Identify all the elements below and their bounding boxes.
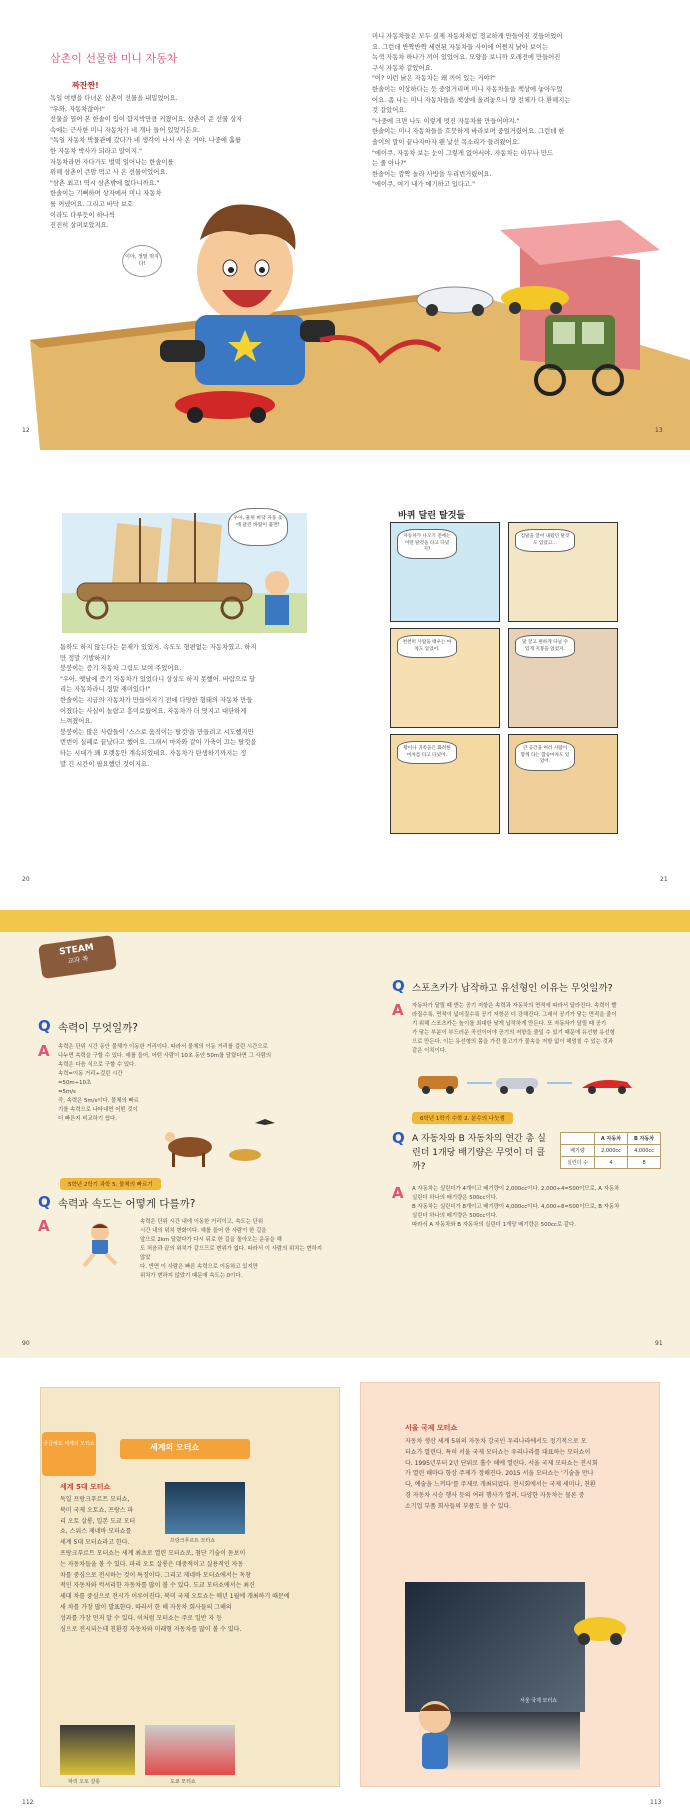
- text-line: 다, 예술을 느끼다'를 주제로 개최되었다. 전시회에서는 국제 세미나, 친환: [405, 1481, 596, 1489]
- answer-line: 다. 반면 이 사람은 빠른 속력으로 이동하고 있지만: [140, 1264, 258, 1270]
- answer-4: [412, 1185, 662, 1230]
- answer-line: 실린더 하나의 배기량은 500cc이다.: [412, 1195, 498, 1201]
- text-line: 틈하도 하지 않는다는 문제가 있었지. 속도도 형편없는 자동차였고. 하지: [60, 644, 257, 651]
- a-badge: A: [392, 1184, 404, 1202]
- text-line: 한솔이는 기뻐하며 상자에서 미니 자동차: [50, 190, 162, 198]
- right-page-text: [372, 32, 662, 191]
- text-line: 만 정말 기발하지?: [60, 654, 110, 662]
- seoul-motorshow-photo: [405, 1582, 585, 1712]
- q-badge: Q: [38, 1017, 51, 1035]
- answer-line: 시간 내의 위치 변화이다. 예를 들어 한 사람이 한 길을: [140, 1228, 267, 1234]
- answer-line: 더 빠른지 비교하기 쉽다.: [58, 1116, 117, 1122]
- sail-car-bubble: 우아, 물위 바닥 자동 돛에 달린 바람이 불면!: [228, 508, 288, 546]
- text-line: "에이쿠, 자동차 보는 눈이 그렇게 없어서야. 자동차는 아무나 만드: [372, 149, 554, 157]
- text-line: "독일 자동차 박물관에 갔다가 네 생각이 나서 사 온 거야. 나중에 훌륭: [50, 137, 242, 145]
- spread-4: [0, 1367, 690, 1816]
- comic-panel: [508, 734, 618, 834]
- text-line: 세계 5대 모터쇼라고 한다.: [60, 1539, 130, 1547]
- text-line: 경 자동차 시승 행사 등의 여러 행사가 열려, 다양한 자동차는 물론 중: [405, 1491, 585, 1499]
- panel-caption: 큰 공간을 여러 사람이 함께 타는 합승마차도 있었어.: [515, 741, 575, 771]
- text-line: 터쇼가 열린다. 특히 서울 국제 모터쇼는 우리나라를 대표하는 모터쇼이: [405, 1448, 591, 1456]
- text-line: 리 오토 살롱, 일본 도쿄 모터: [60, 1517, 136, 1525]
- a-badge: A: [38, 1217, 50, 1235]
- text-line: 쇼, 스위스 제네바 모터쇼를: [60, 1528, 132, 1536]
- comic-panel: [508, 628, 618, 728]
- text-line: 속에는 근사한 미니 자동차가 네 개나 들어 있었거든요.: [50, 126, 200, 134]
- text-line: 적인 자동차와 럭셔리한 자동차를 많이 볼 수 있다. 도쿄 모터쇼에서는 최신: [60, 1582, 255, 1590]
- page-number-left: 112: [22, 1799, 34, 1806]
- answer-line: 따라서 A 자동차와 B 자동차의 실린더 1개당 배기량은 500cc로 같다.: [412, 1222, 576, 1228]
- table-cell: 4: [594, 1157, 627, 1169]
- answer-3: [412, 1002, 662, 1056]
- answer-line: 위치가 변하지 않았기 때문에 속도는 0이다.: [140, 1273, 243, 1279]
- answer-line: 속력은 단위 시간 동안 물체가 이동한 거리이다. 따라서 물체의 이동 거리를 걸린 시간으로: [58, 1044, 268, 1050]
- boy-character: [410, 1697, 460, 1777]
- page-number-right: 13: [655, 427, 663, 434]
- frankfurt-photo: [165, 1482, 245, 1534]
- top-banner: [0, 910, 690, 932]
- text-line: 느껴졌어요.: [60, 718, 93, 726]
- text-line: 프랑크푸르트 모터쇼는 세계 최초로 열린 모터쇼로, 첨단 기술이 돋보이: [60, 1549, 246, 1557]
- caption-paris: 파리 오토 살롱: [68, 1779, 101, 1785]
- text-line: 어졌다는 사실이 놀랍고 흥미로웠어요. 자동차가 더 멋지고 대단하게: [60, 707, 247, 715]
- text-line: 위해 삼촌이 큰맘 먹고 사 온 선물이었어요.: [50, 169, 168, 177]
- q-badge: Q: [392, 977, 405, 995]
- text-line: "우와, 자동차잖아!": [50, 105, 105, 113]
- question-2: 속력과 속도는 어떻게 다를까?: [58, 1198, 196, 1210]
- answer-line: 즉, 속력은 5m/s이다. 물체의 빠르: [58, 1098, 139, 1104]
- paris-photo: [60, 1725, 135, 1775]
- text-line: 리는 자동차라니 정말 재미있다!": [60, 686, 151, 694]
- question-3: 스포츠카가 납작하고 유선형인 이유는 무엇일까?: [412, 983, 613, 994]
- spread-1: [0, 10, 690, 450]
- text-line: 이라도 다루듯이 하나씩: [50, 211, 115, 219]
- section-1-title: 세계 5대 모터쇼: [60, 1483, 111, 1491]
- text-line: 한솔이는 지금의 자동차가 만들어지기 전에 다양한 형태의 자동차 만들: [60, 696, 253, 704]
- table-cell: 배기량: [561, 1145, 595, 1157]
- text-line: 독일 여행을 다녀온 삼촌이 선물을 내밀었어요.: [50, 95, 178, 102]
- answer-line: 으로 만든다. 이는 유선형의 몸을 가진 물고기가 물속을 저항 없이 헤엄칠 수 있는 것과: [412, 1039, 614, 1045]
- text-line: 구식 자동차 같았어요.: [372, 64, 433, 72]
- cars-illustration: [412, 1070, 642, 1096]
- answer-2: [140, 1218, 325, 1281]
- text-line: 차를 중심으로 전시하는 것이 특징이다. 그리고 제네바 모터쇼에서는 독창: [60, 1571, 252, 1579]
- answer-line: 속력은 단위 시간 내에 이동한 거리이고, 속도는 단위: [140, 1219, 264, 1225]
- answer-line: =50m÷10초: [58, 1080, 92, 1086]
- text-line: "나중에 크면 나도 이렇게 멋진 자동차를 만들어야지.": [372, 117, 520, 125]
- page-number-right: 113: [650, 1799, 662, 1806]
- answer-line: 기 위해 스포츠카는 높이를 최대한 낮게 납작하게 만든다. 또 자동차가 달릴 때 공기: [412, 1021, 607, 1027]
- answer-line: 속력은 다음 식으로 구할 수 있다.: [58, 1062, 136, 1068]
- text-line: 진진히 살펴보았지요.: [50, 222, 109, 230]
- header-title: 세계의 모터쇼: [150, 1443, 200, 1452]
- table-header: A 자동차: [594, 1133, 627, 1145]
- answer-line: B 자동차는 실린더가 8개이고 배기량이 4,000cc이다. 4,000÷8=500이므로, B 자동차: [412, 1204, 620, 1210]
- table-header: B 자동차: [628, 1133, 661, 1145]
- text-line: "삼촌 최고! 역시 삼촌밖에 없다니까요.": [50, 179, 160, 187]
- text-line: 를 꺼냈어요. 그리고 바닥 보호: [50, 200, 134, 208]
- caption-tokyo: 도쿄 모터쇼: [170, 1779, 196, 1785]
- left-page-text: [60, 643, 325, 770]
- speech-bubble: 이야, 정말 멋지다!: [122, 245, 162, 277]
- text-line: 번번이 실패로 끝났다고 했어요. 그래서 마차와 같이 가축이 끄는 탈것을: [60, 739, 257, 747]
- spread-2: [0, 458, 690, 896]
- answer-line: =5m/s: [58, 1089, 76, 1095]
- text-line: 한솔이는 이상하다는 듯 중얼거리며 미니 자동차들을 책상에 놓아두었: [372, 85, 563, 93]
- panel-caption: 천천히 사람을 태우는 마차도 있었어.: [397, 635, 457, 658]
- page-number-left: 20: [22, 876, 30, 883]
- text-line: 어요. 좀 나는 미니 자동차들을 책상에 올려놓으니 양 전체가 다 환해지는: [372, 96, 571, 104]
- text-line: 한 자동차 박사가 되라고 말이지.": [50, 147, 142, 155]
- q-badge: Q: [392, 1129, 405, 1147]
- table-row: [561, 1145, 661, 1157]
- text-line: 자동차라면 자다가도 벌떡 일어나는 한솔이를: [50, 158, 174, 166]
- spread-3: [0, 910, 690, 1358]
- panel-caption: 짐말을 끌어 내왔던 탈것도 있었고…: [515, 529, 575, 552]
- story-subtitle: 짜잔짠!: [72, 81, 99, 90]
- text-line: 것 같았어요.: [372, 107, 407, 115]
- answer-line: 기를 속력으로 나타내면 어떤 것이: [58, 1107, 138, 1113]
- steam-label: STEAM: [58, 942, 95, 958]
- text-line: 다. 1995년부터 2년 단위로 홀수 해에 열린다. 서울 국제 모터쇼는 전시회: [405, 1459, 598, 1467]
- text-line: "어? 이런 낡은 자동차는 왜 끼어 있는 거야?": [372, 75, 496, 83]
- text-line: 심으로 전시되는데 친환경 자동차와 미래형 자동차를 많이 볼 수 있다.: [60, 1625, 242, 1633]
- steam-badge: [38, 935, 117, 979]
- text-line: 자동차 생산 세계 5위의 자동차 강국인 우리나라에서도 정기적으로 모: [405, 1438, 587, 1445]
- answer-line: 앞으로 2km 달렸다가 다시 뒤로 한 길을 돌아오는 운동을 해: [140, 1237, 282, 1243]
- text-line: 새 차를 가장 많이 발표한다. 따라서 한 해 자동차 회사들의 그해의: [60, 1603, 232, 1611]
- answer-line: 가 닿는 부분이 부드러운 곡선이어야 공기의 저항을 줄일 수 있기 때문에 유선형 유선형: [412, 1030, 615, 1036]
- caption-frankfurt: 프랑크푸르트 모터쇼: [170, 1538, 216, 1544]
- tokyo-photo: [145, 1725, 235, 1775]
- topic-badge: 궁금해요 세계의 모터쇼: [42, 1432, 96, 1476]
- table-header-row: [561, 1133, 661, 1145]
- panel-caption: 자동차가 나오기 전에는 어떤 탈것을 타고 다녔지?: [397, 529, 457, 559]
- q-badge: Q: [38, 1193, 51, 1211]
- table-cell: 실린더 수: [561, 1157, 595, 1169]
- text-line: 말 긴 시간이 필요했던 것이지요.: [60, 760, 150, 768]
- spec-table: [560, 1132, 661, 1169]
- answer-line: 속력=이동 거리÷걸린 시간: [58, 1071, 123, 1077]
- text-line: 세대 차를 중심으로 전시가 이루어진다. 북미 국제 오토쇼는 매년 1월에 개최하기 때문에: [60, 1593, 290, 1601]
- text-line: 타는 시대가 꽤 오랫동안 계속되었대요. 자동차가 탄생하기까지는 정: [60, 749, 247, 757]
- caption-seoul: 서울 국제 모터쇼: [520, 1698, 557, 1704]
- question-1: 속력이 무엇일까?: [58, 1022, 138, 1034]
- table-cell: 4,000cc: [628, 1145, 661, 1157]
- right-page-text: [405, 1437, 645, 1513]
- a-badge: A: [38, 1042, 50, 1060]
- text-line: 선물을 열어 본 한솔이 입이 함지박만큼 커졌어요. 삼촌이 준 선물 상자: [50, 116, 243, 124]
- text-line: 붕붕이는 증기 자동차 그림도 보여 주었어요.: [60, 665, 182, 673]
- answer-line: 나누면 속력을 구할 수 있다. 예를 들어, 어떤 사람이 10초 동안 50m를 달렸다면 그 사람의: [58, 1053, 272, 1059]
- text-line: 미니 자동차들은 모두 실제 자동차처럼 정교하게 만들어진 것들이었어: [372, 33, 563, 40]
- table-header: [561, 1133, 595, 1145]
- page-number-right: 91: [655, 1340, 663, 1347]
- page-number-right: 21: [660, 876, 668, 883]
- answer-line: A 자동차는 실린더가 4개이고 배기량이 2,000cc이다. 2,000÷4=500이므로, A 자동차: [412, 1186, 620, 1192]
- boy-with-cars-illustration: [0, 190, 690, 450]
- answer-1: [58, 1043, 323, 1124]
- text-line: 한솔이는 미니 자동차들을 흐뭇하게 바라보며 중얼거렸어요. 그런데 한: [372, 128, 565, 136]
- answer-line: 라질수록, 면적이 넓어질수록 공기 저항은 더 강해진다. 그래서 공기가 닿는 면적을 줄이: [412, 1012, 617, 1018]
- text-line: 솔이의 말이 끝나자마자 왠 낯선 목소리가 들려왔어요.: [372, 138, 520, 146]
- comic-panel: [390, 628, 500, 728]
- text-line: 북미 국제 오토쇼, 프랑스 파: [60, 1506, 134, 1514]
- story-title: 삼촌이 선물한 미니 자동차: [50, 52, 178, 65]
- answer-line: 실린더 하나의 배기량은 500cc이다.: [412, 1213, 498, 1219]
- text-line: 한솔이는 깜짝 놀라 사방을 두리번거렸어요.: [372, 170, 492, 178]
- table-cell: 8: [628, 1157, 661, 1169]
- panel-caption: 왕이나 귀족들은 화려한 마차를 타고 다녔어.: [397, 741, 457, 764]
- question-4: A 자동차와 B 자동차의 연간 총 실린더 1개당 배기량은 무엇이 더 클까?: [412, 1134, 546, 1172]
- answer-line: 자동차가 달릴 때 받는 공기 저항은 속력과 자동차의 면적에 따라서 달라진다. 속력이 빨: [412, 1003, 617, 1009]
- comic-panel: [390, 522, 500, 622]
- table-cell: 2,000cc: [594, 1145, 627, 1157]
- curriculum-tag-2: 6학년 1학기 수학 2. 분수의 나눗셈: [412, 1112, 513, 1124]
- running-animals-illustration: [150, 1115, 290, 1170]
- text-line: 소기업 부품 회사들의 부품도 볼 수 있다.: [405, 1502, 512, 1510]
- page-number-left: 90: [22, 1340, 30, 1347]
- text-line: 성과를 가장 먼저 알 수 있다. 이처럼 모터쇼는 주로 일반 자 등: [60, 1614, 222, 1622]
- text-line: 요. 그런데 반짝반짝 세련된 자동차들 사이에 어쩐지 낡아 보이는: [372, 43, 549, 51]
- text-line: 가 열린 해마다 항상 주제가 정해진다. 2015 서울 모터쇼는 '기술을 만나: [405, 1470, 594, 1478]
- comic-title: 바퀴 달린 탈것들: [398, 511, 466, 521]
- text-line: 는 자동차들을 볼 수 있다. 파리 오토 살롱은 대중적이고 실용적인 자동: [60, 1560, 244, 1568]
- text-line: 붕붕이는 많은 사람들이 '스스로 움직이는 탈것'을 만들려고 시도했지만: [60, 728, 254, 736]
- text-line: "에이쿠, 여기 내가 얘기하고 있다고.": [372, 181, 475, 189]
- curriculum-tag-1: 5학년 2학기 과학 5. 물체의 빠르기: [60, 1178, 161, 1190]
- answer-line: 도 처음과 끝의 위치가 같으므로 변위가 없다. 따라서 이 사람의 위치는 변하지 않았: [140, 1246, 322, 1261]
- a-badge: A: [392, 1001, 404, 1019]
- text-line: 는 줄 아나?": [372, 160, 407, 168]
- yellow-car-character: [570, 1607, 630, 1647]
- panel-caption: 말 끌고 편하게 다닐 수 있게 지붕을 얹었지.: [515, 635, 575, 658]
- section-2-title: 서울 국제 모터쇼: [405, 1424, 458, 1432]
- page-number-left: 12: [22, 427, 30, 434]
- comic-panel: [508, 522, 618, 622]
- table-row: [561, 1157, 661, 1169]
- text-line: "우아, 옛날에 증기 자동차가 있었다니 상상도 하지 못했어. 바람으로 달: [60, 675, 256, 683]
- text-line: 녹색 자동차 하나가 끼어 있었어요. 모양을 보니까 오래전에 만들어진: [372, 54, 561, 62]
- steam-sub: 교과 쏙: [67, 954, 89, 966]
- comic-panel: [390, 734, 500, 834]
- running-boy-illustration: [70, 1220, 130, 1270]
- answer-line: 같은 이치이다.: [412, 1048, 447, 1054]
- text-line: 독일 프랑크푸르트 모터쇼,: [60, 1496, 130, 1503]
